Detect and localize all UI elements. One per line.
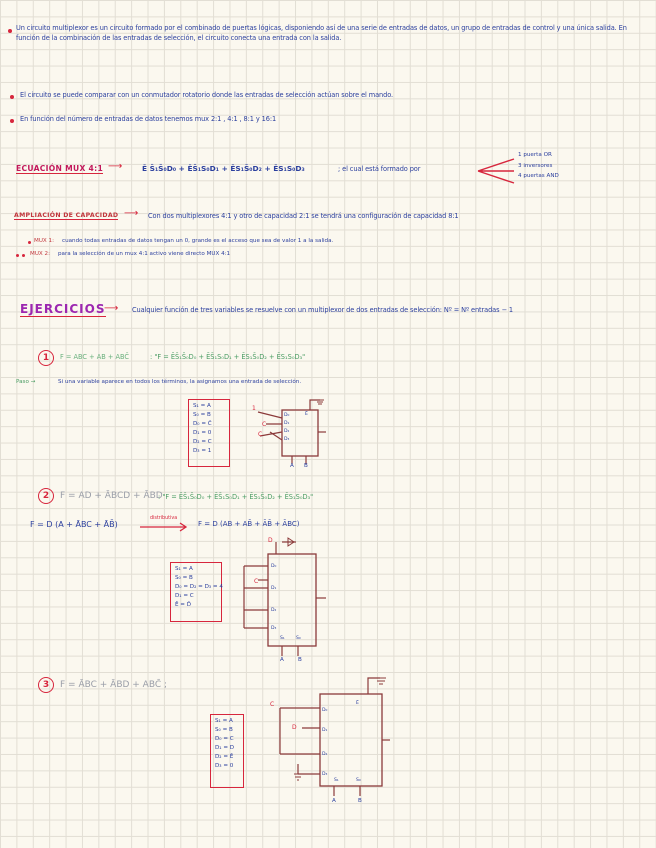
ex3-label-a: A	[332, 798, 336, 804]
ejercicios-text: Cualquier función de tres variables se resuelve con un multiplexor de dos entradas de selección: Nº = Nº entradas − 1	[132, 306, 513, 314]
ex2-label-d1: D₁	[271, 586, 277, 591]
gate-and: 4 puertas AND	[518, 173, 559, 180]
ex2-mux-diagram	[240, 540, 330, 660]
ex3-label-d0: D₀	[322, 708, 328, 713]
ex1-label-d0: D₀	[284, 413, 290, 418]
ex2-input-c: C	[254, 578, 259, 585]
ex2-label-d2: D₂	[271, 608, 277, 613]
mux2-label: MUX 2:	[30, 251, 50, 257]
table-row: D₀ = D₂ = D₃ = 4	[175, 583, 223, 590]
ex1-label-b: B	[304, 463, 308, 469]
paso-text: Si una variable aparece en todos los términos, la asignamos una entrada de selección.	[58, 379, 302, 385]
table-row: S₀ = B	[175, 574, 193, 581]
arrow-icon: ⟶	[124, 208, 139, 219]
ex1-mux-diagram	[252, 398, 332, 468]
table-row: D₂ = C	[193, 438, 212, 445]
mux2-text: para la selección de un mux 4:1 activo viene directo MUX 4:1	[58, 251, 231, 257]
ecuacion-heading: ECUACIÓN MUX 4:1	[16, 164, 104, 173]
ex1-label-e: Ē	[305, 412, 308, 417]
gate-list	[518, 150, 559, 182]
mux1-text: cuando todas entradas de datos tengan un 0, grande es el acceso que sea de valor 1 a la salida.	[62, 238, 334, 244]
ex3-label-s0: S₀	[356, 778, 361, 783]
table-row: D₀ = C	[215, 735, 234, 742]
ex3-label-s1: S₁	[334, 778, 339, 783]
bullet-comparison: El circuito se puede comparar con un conmutador rotatorio donde las entradas de selección actúan sobre el mando.	[20, 91, 394, 99]
ex3-formula: F = ĀBC + ĀBD + ABC̄ ;	[60, 680, 168, 690]
bullet-mux-sizes: En función del número de entradas de datos tenemos mux 2:1 , 4:1 , 8:1 y 16:1	[20, 115, 277, 123]
exercise-number: 2	[38, 488, 54, 504]
ex2-input-d: D	[268, 537, 273, 544]
ex3-label-d1: D₁	[322, 728, 328, 733]
ex2-label-s1: S₁	[280, 636, 285, 641]
table-row: D₁ = D	[215, 744, 235, 751]
ex3-mux-diagram	[272, 674, 392, 794]
ex2-expanded: F = D (AB + AB̄ + ĀB̄ + ĀBC)	[198, 520, 300, 528]
arrow-icon: ⟶	[104, 303, 119, 314]
ex1-assignment-table	[188, 399, 230, 467]
ex3-label-d2: D₂	[322, 752, 328, 757]
ex1-formula: F = ABC + AB + ABC̄	[60, 353, 130, 361]
gate-or: 1 puerta OR	[518, 152, 552, 158]
table-row: D₃ = 1	[193, 447, 212, 454]
equation-note: ; el cual está formado por	[338, 165, 421, 173]
table-row: S₁ = A	[175, 566, 193, 572]
ex1-label-d2: D₂	[284, 429, 290, 434]
table-row: S₀ = B	[193, 411, 211, 418]
bullet-dot	[16, 254, 19, 257]
paso-label: Paso →	[16, 379, 36, 385]
table-row: D₂ = Ē	[215, 753, 234, 760]
ex1-label-d3: D₃	[284, 437, 290, 442]
ex1-input-c: C	[262, 421, 267, 428]
bullet-dot	[8, 29, 12, 33]
table-row: D₁ = C	[175, 592, 194, 599]
bullet-dot	[22, 254, 25, 257]
ampliacion-heading: AMPLIACIÓN DE CAPACIDAD	[14, 212, 119, 219]
exercise-number: 1	[38, 350, 54, 366]
ejercicios-heading: EJERCICIOS	[20, 302, 106, 316]
table-row: S₀ = B	[215, 726, 233, 733]
ex1-input-c2: C	[258, 431, 263, 438]
gate-inverters: 3 inversores	[518, 162, 553, 169]
table-row: D₁ = 0	[193, 429, 212, 436]
intro-paragraph: Un circuito multiplexor es un circuito formado por el combinado de puertas lógicas, disponiendo así de una serie de entradas de datos, un grupo de entradas de control y una única salida. En función de la combinación de las entradas de selección, el circuito conecta una entrada con la salida.	[16, 24, 627, 42]
ex2-label-d3: D₃	[271, 626, 277, 631]
ex1-label-a: A	[290, 463, 294, 469]
table-row: D₀ = C̄	[193, 420, 212, 427]
bullet-dot	[10, 95, 14, 99]
ex2-arrow-label: distributiva	[150, 516, 178, 521]
ex3-label-e: Ē	[356, 701, 359, 706]
ampliacion-text: Con dos multiplexores 4:1 y otro de capacidad 2:1 se tendrá una configuración de capacidad 8:1	[148, 212, 459, 220]
mux-equation: Ē S̄₁S̄₀D₀ + ĒS̄₁S₀D₁ + ĒS₁S̄₀D₂ + ĒS₁S₀D₃	[142, 164, 305, 173]
ex2-label-b: B	[298, 657, 302, 663]
ex2-factored: F = D (A + ĀBC + ĀB̄)	[30, 520, 118, 529]
bullet-dot	[28, 241, 31, 244]
arrow-icon: ⟶	[108, 161, 123, 172]
ex3-label-b: B	[358, 798, 362, 804]
table-row: S₁ = A	[215, 718, 233, 724]
arrow-icon	[140, 522, 190, 532]
ex3-input-c: C	[270, 701, 275, 708]
ex2-label-a: A	[280, 657, 284, 663]
ex1-label-d1: D₁	[284, 421, 290, 426]
ex2-label-d0: D₀	[271, 564, 277, 569]
ex1-mux-formula: : "F = ĒS̄₁S̄₀D₀ + ĒS̄₁S₀D₁ + ĒS₁S̄₀D₂ + ĒS₁S₀D₃"	[150, 353, 306, 361]
ex2-assignment-table	[170, 562, 222, 622]
bullet-dot	[10, 119, 14, 123]
ex2-formula: F = AD + ĀBCD + ĀBD	[60, 491, 163, 501]
table-row: Ē = D̄	[175, 601, 192, 608]
table-row: D₃ = 0	[215, 762, 234, 769]
brace-arrows	[478, 156, 518, 186]
mux1-label: MUX 1:	[34, 238, 54, 244]
ex3-assignment-table	[210, 714, 244, 788]
exercise-number: 3	[38, 677, 54, 693]
ex2-label-s0: S₀	[296, 636, 301, 641]
table-row: S₁ = A	[193, 403, 211, 409]
ex2-mux-formula: : "F = ĒS̄₁S̄₀D₀ + ĒS̄₁S₀D₁ + ĒS₁S̄₀D₂ + ĒS₁S₀D₃"	[158, 493, 314, 501]
ex3-input-d: D	[292, 724, 297, 731]
ex3-label-d3: D₃	[322, 772, 328, 777]
ex1-input-1: 1	[252, 405, 256, 412]
